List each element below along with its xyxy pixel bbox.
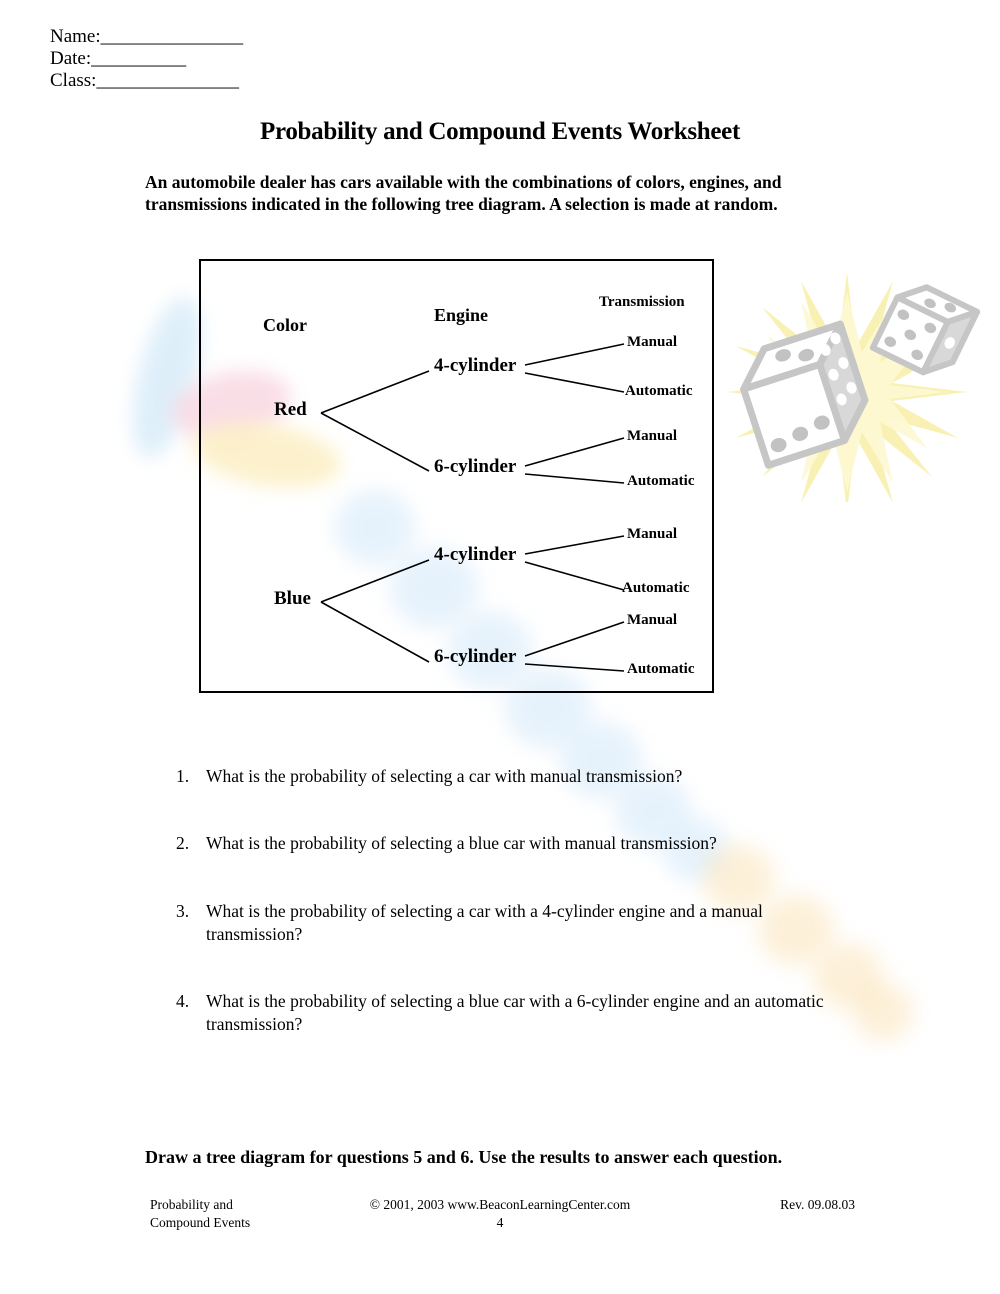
date-blank-line: __________ — [91, 48, 187, 69]
tree-node-red-6cylinder: 6-cylinder — [434, 456, 517, 477]
footer-title-line1: Probability and — [150, 1197, 233, 1212]
question-number: 2. — [176, 833, 190, 853]
page-title: Probability and Compound Events Worksheet — [260, 118, 740, 145]
tree-leaf-blue-6cyl-automatic: Automatic — [627, 661, 695, 677]
tree-node-red: Red — [274, 399, 307, 420]
footer-copyright: © 2001, 2003 www.BeaconLearningCenter.com — [369, 1197, 631, 1212]
tree-leaf-red-4cyl-manual: Manual — [627, 334, 678, 350]
question-item-2 — [176, 832, 836, 855]
column-header-transmission: Transmission — [599, 294, 685, 310]
question-text: What is the probability of selecting a car with a 4-cylinder engine and a manual transmission? — [206, 901, 763, 944]
tree-node-blue-6cylinder: 6-cylinder — [434, 646, 517, 667]
question-number: 3. — [176, 901, 190, 921]
tree-node-blue-4cylinder: 4-cylinder — [434, 544, 517, 565]
tree-diagram-box — [199, 259, 714, 693]
question-number: 4. — [176, 991, 190, 1011]
footer-page-number: 4 — [496, 1215, 504, 1230]
tree-leaf-red-6cyl-automatic: Automatic — [627, 473, 695, 489]
dice-starburst-icon — [722, 252, 992, 502]
tree-leaf-blue-4cyl-manual: Manual — [627, 526, 678, 542]
tree-leaf-red-4cyl-automatic: Automatic — [625, 383, 693, 399]
class-field — [50, 70, 243, 92]
question-item-4 — [176, 990, 836, 1036]
name-blank-line: _______________ — [100, 26, 244, 47]
class-label: Class: — [50, 70, 97, 91]
question-item-1 — [176, 765, 836, 788]
tree-node-blue: Blue — [274, 588, 311, 609]
column-header-color: Color — [263, 315, 307, 335]
dice-illustration — [722, 252, 992, 507]
tree-leaf-blue-4cyl-automatic: Automatic — [622, 580, 690, 596]
question-text: What is the probability of selecting a car with manual transmission? — [206, 766, 683, 786]
footer-revision: Rev. 09.08.03 — [780, 1197, 855, 1212]
name-label: Name: — [50, 26, 101, 47]
question-number: 1. — [176, 766, 190, 786]
tree-node-red-4cylinder: 4-cylinder — [434, 355, 517, 376]
date-field — [50, 48, 243, 70]
name-field — [50, 26, 243, 48]
class-blank-line: _______________ — [96, 70, 239, 91]
question-text: What is the probability of selecting a blue car with manual transmission? — [206, 833, 717, 853]
question-item-3 — [176, 900, 836, 946]
student-header-fields — [50, 26, 243, 92]
intro-paragraph: An automobile dealer has cars available with the combinations of colors, engines, and transmissions indicated in the following tree diagram. A selection is made at random. — [145, 172, 782, 215]
footer-title-line2: Compound Events — [150, 1214, 251, 1230]
tree-leaf-blue-6cyl-manual: Manual — [627, 612, 678, 628]
tree-leaf-red-6cyl-manual: Manual — [627, 428, 678, 444]
date-label: Date: — [50, 48, 92, 69]
instruction-text: Draw a tree diagram for questions 5 and 6. Use the results to answer each question. — [145, 1147, 783, 1167]
question-text: What is the probability of selecting a blue car with a 6-cylinder engine and an automatic transmission? — [206, 991, 824, 1034]
column-header-engine: Engine — [434, 305, 489, 325]
